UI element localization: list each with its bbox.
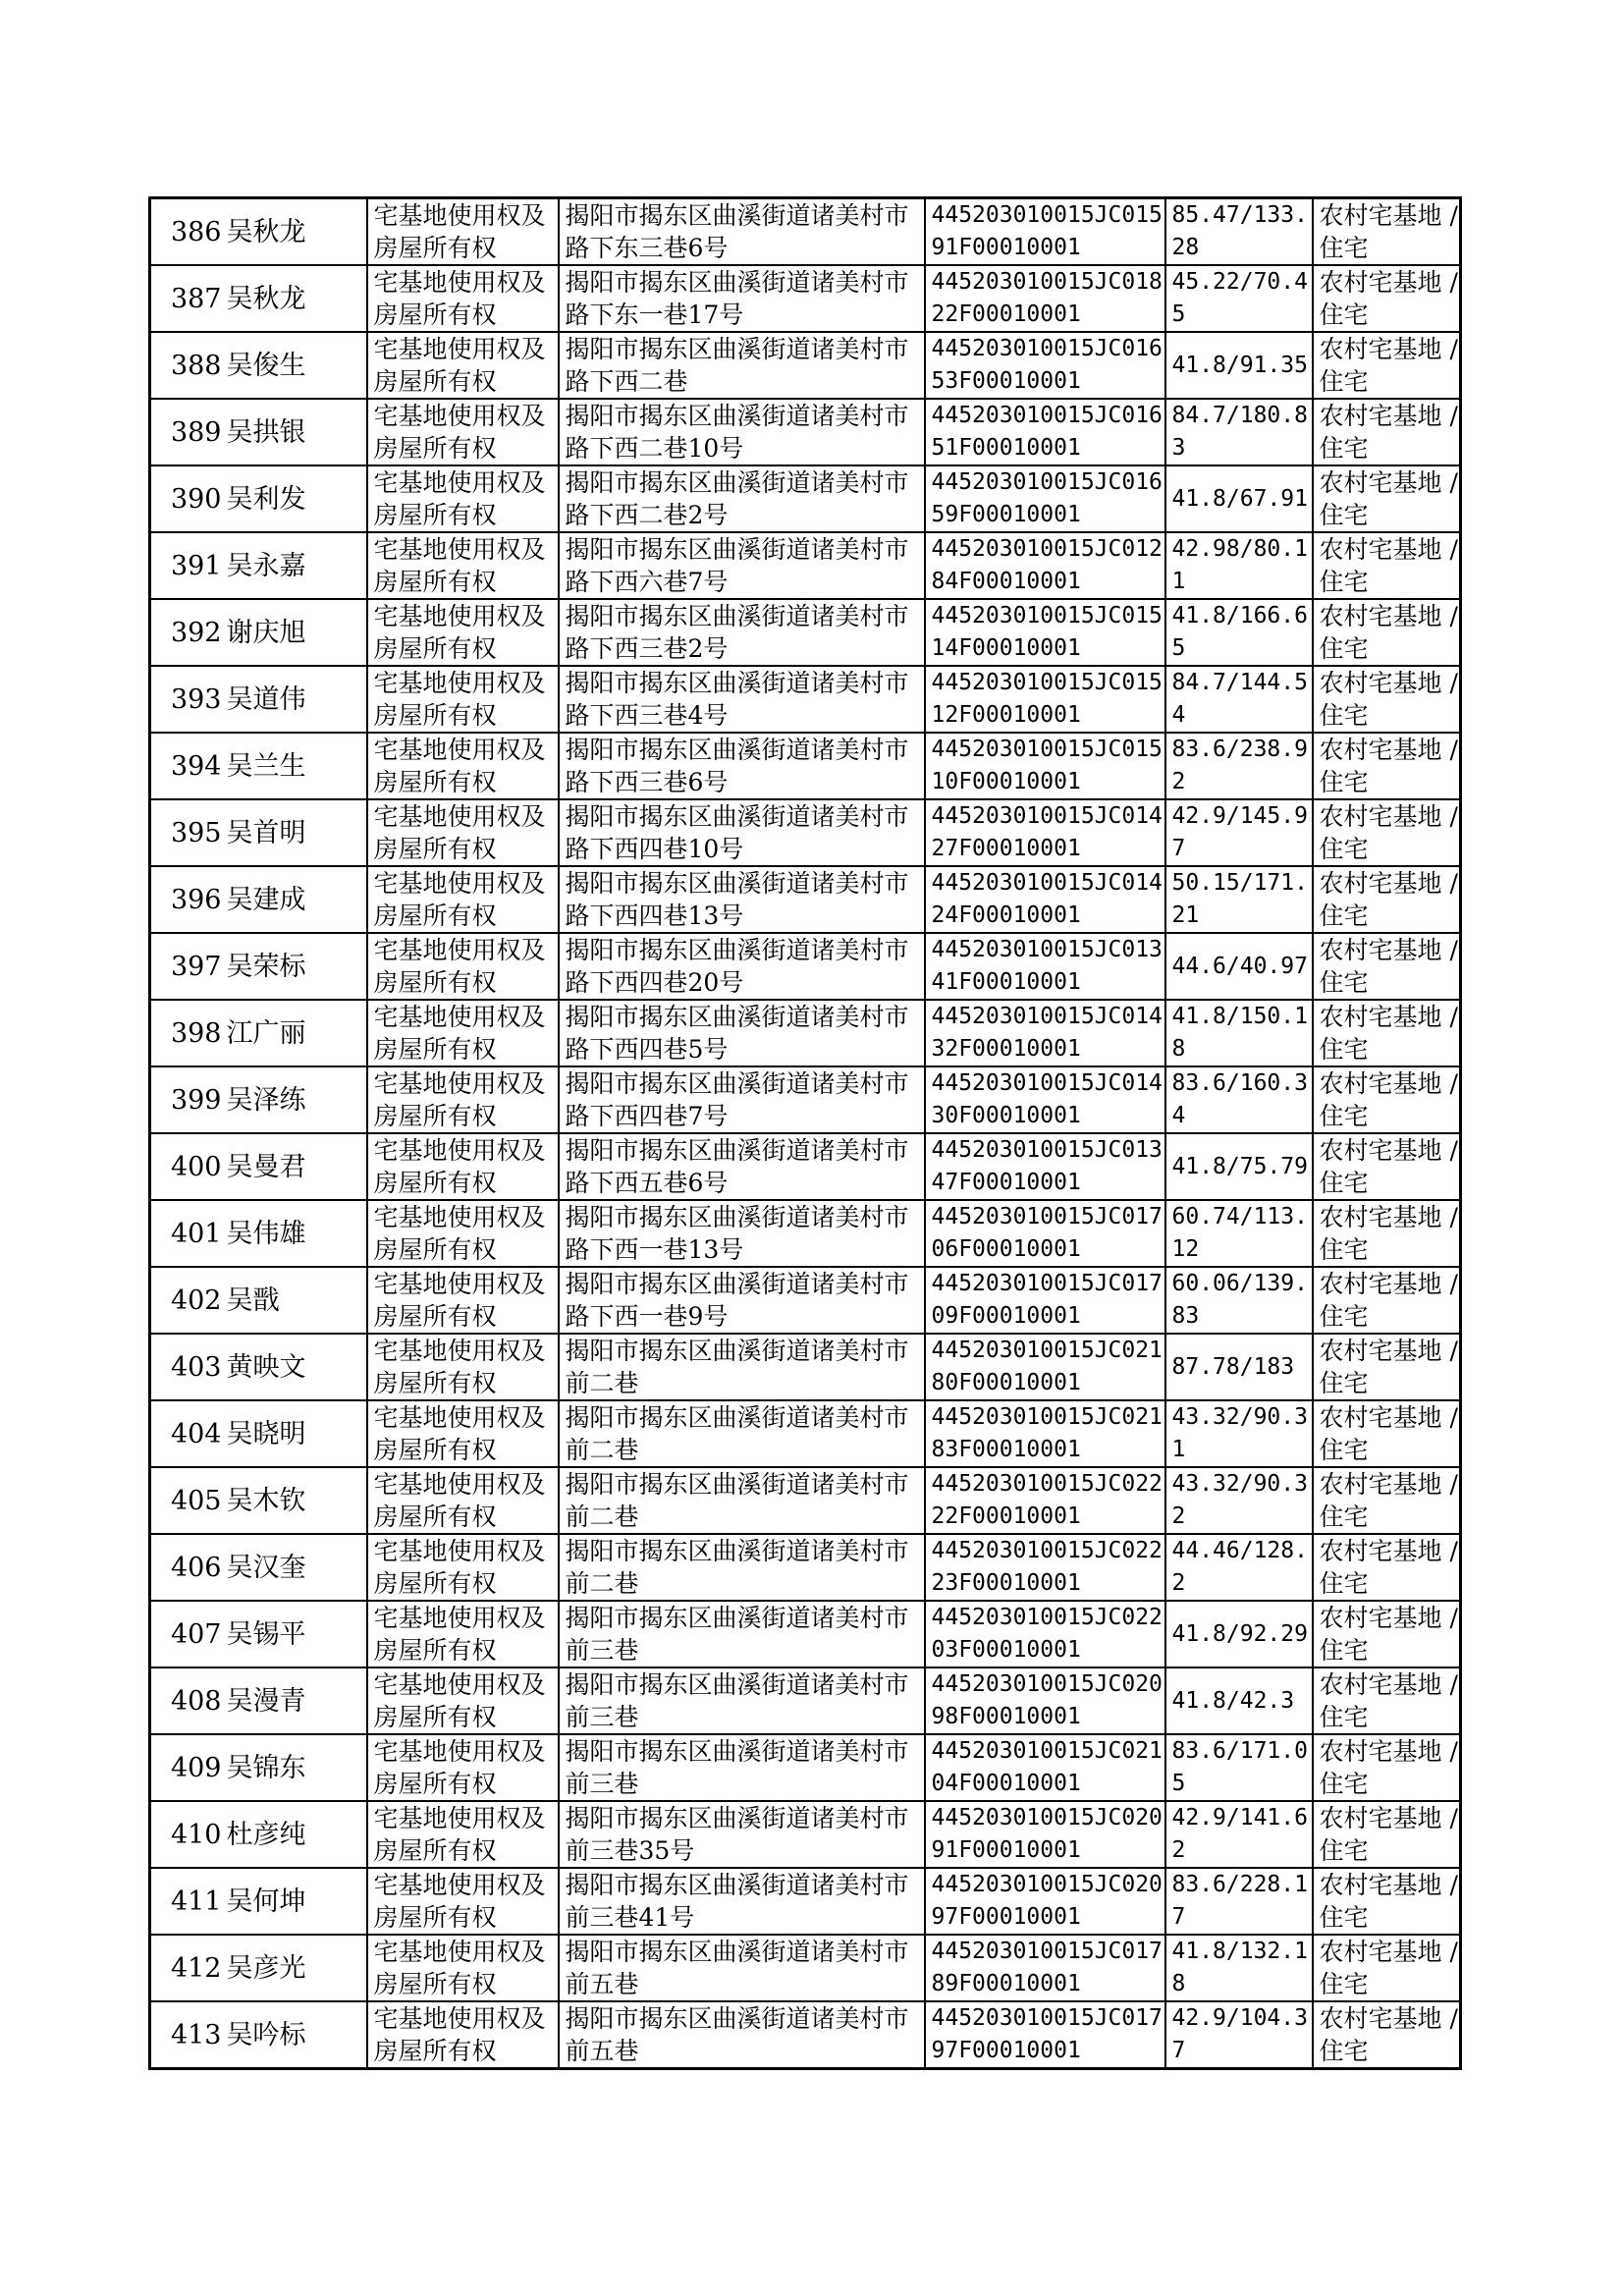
table-row (150, 465, 1461, 532)
land-use-cell: 农村宅基地 / 住宅 (1313, 265, 1461, 332)
owner-name-cell: 吴永嘉 (225, 532, 367, 599)
table-row (150, 866, 1461, 933)
owner-name-cell: 吴晓明 (225, 1400, 367, 1467)
land-use-cell: 农村宅基地 / 住宅 (1313, 799, 1461, 866)
location-cell: 揭阳市揭东区曲溪街道诸美村市前五巷 (559, 2001, 925, 2069)
area-cell: 42.9/145.97 (1165, 799, 1313, 866)
row-number-cell: 386 (150, 198, 225, 266)
land-use-cell: 农村宅基地 / 住宅 (1313, 2001, 1461, 2069)
right-type-cell: 宅基地使用权及房屋所有权 (367, 799, 559, 866)
table-row (150, 1734, 1461, 1801)
area-cell: 41.8/75.79 (1165, 1133, 1313, 1200)
owner-name-cell: 江广丽 (225, 1000, 367, 1066)
row-number-cell: 397 (150, 933, 225, 1000)
row-number-cell: 413 (150, 2001, 225, 2069)
row-number-cell: 392 (150, 599, 225, 666)
certificate-number-cell: 445203010015JC01424F00010001 (925, 866, 1165, 933)
owner-name-cell: 吴伟雄 (225, 1200, 367, 1267)
owner-name-cell: 吴俊生 (225, 332, 367, 399)
location-cell: 揭阳市揭东区曲溪街道诸美村市前二巷 (559, 1534, 925, 1601)
land-use-cell: 农村宅基地 / 住宅 (1313, 1667, 1461, 1734)
owner-name-cell: 吴兰生 (225, 733, 367, 799)
location-cell: 揭阳市揭东区曲溪街道诸美村市路下西四巷5号 (559, 1000, 925, 1066)
owner-name-cell: 吴拱银 (225, 399, 367, 465)
row-number-cell: 411 (150, 1868, 225, 1935)
right-type-cell: 宅基地使用权及房屋所有权 (367, 866, 559, 933)
row-number-cell: 406 (150, 1534, 225, 1601)
area-cell: 60.06/139.83 (1165, 1267, 1313, 1334)
land-use-cell: 农村宅基地 / 住宅 (1313, 666, 1461, 733)
area-cell: 42.98/80.11 (1165, 532, 1313, 599)
location-cell: 揭阳市揭东区曲溪街道诸美村市路下西二巷2号 (559, 465, 925, 532)
location-cell: 揭阳市揭东区曲溪街道诸美村市路下西一巷9号 (559, 1267, 925, 1334)
row-number-cell: 408 (150, 1667, 225, 1734)
owner-name-cell: 吴秋龙 (225, 198, 367, 266)
right-type-cell: 宅基地使用权及房屋所有权 (367, 1000, 559, 1066)
area-cell: 84.7/180.83 (1165, 399, 1313, 465)
table-body (150, 198, 1461, 2069)
right-type-cell: 宅基地使用权及房屋所有权 (367, 599, 559, 666)
area-cell: 45.22/70.45 (1165, 265, 1313, 332)
certificate-number-cell: 445203010015JC01347F00010001 (925, 1133, 1165, 1200)
right-type-cell: 宅基地使用权及房屋所有权 (367, 1868, 559, 1935)
location-cell: 揭阳市揭东区曲溪街道诸美村市路下西六巷7号 (559, 532, 925, 599)
certificate-number-cell: 445203010015JC02097F00010001 (925, 1868, 1165, 1935)
land-use-cell: 农村宅基地 / 住宅 (1313, 933, 1461, 1000)
certificate-number-cell: 445203010015JC01709F00010001 (925, 1267, 1165, 1334)
land-use-cell: 农村宅基地 / 住宅 (1313, 1467, 1461, 1534)
right-type-cell: 宅基地使用权及房屋所有权 (367, 666, 559, 733)
right-type-cell: 宅基地使用权及房屋所有权 (367, 532, 559, 599)
row-number-cell: 393 (150, 666, 225, 733)
certificate-number-cell: 445203010015JC01284F00010001 (925, 532, 1165, 599)
row-number-cell: 412 (150, 1935, 225, 2001)
land-use-cell: 农村宅基地 / 住宅 (1313, 1734, 1461, 1801)
land-use-cell: 农村宅基地 / 住宅 (1313, 1868, 1461, 1935)
table-row (150, 1000, 1461, 1066)
row-number-cell: 405 (150, 1467, 225, 1534)
land-use-cell: 农村宅基地 / 住宅 (1313, 1400, 1461, 1467)
table-row (150, 1400, 1461, 1467)
right-type-cell: 宅基地使用权及房屋所有权 (367, 399, 559, 465)
right-type-cell: 宅基地使用权及房屋所有权 (367, 1133, 559, 1200)
certificate-number-cell: 445203010015JC01822F00010001 (925, 265, 1165, 332)
owner-name-cell: 杜彦纯 (225, 1801, 367, 1868)
area-cell: 83.6/160.34 (1165, 1066, 1313, 1133)
location-cell: 揭阳市揭东区曲溪街道诸美村市前三巷 (559, 1734, 925, 1801)
owner-name-cell: 吴秋龙 (225, 265, 367, 332)
certificate-number-cell: 445203010015JC01430F00010001 (925, 1066, 1165, 1133)
row-number-cell: 410 (150, 1801, 225, 1868)
land-use-cell: 农村宅基地 / 住宅 (1313, 1200, 1461, 1267)
location-cell: 揭阳市揭东区曲溪街道诸美村市路下西四巷7号 (559, 1066, 925, 1133)
right-type-cell: 宅基地使用权及房屋所有权 (367, 2001, 559, 2069)
area-cell: 85.47/133.28 (1165, 198, 1313, 266)
land-use-cell: 农村宅基地 / 住宅 (1313, 465, 1461, 532)
location-cell: 揭阳市揭东区曲溪街道诸美村市路下东三巷6号 (559, 198, 925, 266)
right-type-cell: 宅基地使用权及房屋所有权 (367, 1667, 559, 1734)
table-row (150, 1868, 1461, 1935)
owner-name-cell: 吴何坤 (225, 1868, 367, 1935)
row-number-cell: 401 (150, 1200, 225, 1267)
owner-name-cell: 吴建成 (225, 866, 367, 933)
right-type-cell: 宅基地使用权及房屋所有权 (367, 198, 559, 266)
row-number-cell: 390 (150, 465, 225, 532)
area-cell: 43.32/90.32 (1165, 1467, 1313, 1534)
certificate-number-cell: 445203010015JC01510F00010001 (925, 733, 1165, 799)
area-cell: 41.8/166.65 (1165, 599, 1313, 666)
location-cell: 揭阳市揭东区曲溪街道诸美村市前二巷 (559, 1334, 925, 1400)
row-number-cell: 400 (150, 1133, 225, 1200)
right-type-cell: 宅基地使用权及房屋所有权 (367, 1534, 559, 1601)
owner-name-cell: 吴道伟 (225, 666, 367, 733)
area-cell: 44.46/128.2 (1165, 1534, 1313, 1601)
table-row (150, 799, 1461, 866)
certificate-number-cell: 445203010015JC01512F00010001 (925, 666, 1165, 733)
area-cell: 41.8/67.91 (1165, 465, 1313, 532)
table-row (150, 1133, 1461, 1200)
table-row (150, 1200, 1461, 1267)
right-type-cell: 宅基地使用权及房屋所有权 (367, 265, 559, 332)
right-type-cell: 宅基地使用权及房屋所有权 (367, 1066, 559, 1133)
certificate-number-cell: 445203010015JC01341F00010001 (925, 933, 1165, 1000)
area-cell: 41.8/150.18 (1165, 1000, 1313, 1066)
owner-name-cell: 吴曼君 (225, 1133, 367, 1200)
location-cell: 揭阳市揭东区曲溪街道诸美村市前三巷35号 (559, 1801, 925, 1868)
land-use-cell: 农村宅基地 / 住宅 (1313, 599, 1461, 666)
area-cell: 83.6/238.92 (1165, 733, 1313, 799)
location-cell: 揭阳市揭东区曲溪街道诸美村市路下西五巷6号 (559, 1133, 925, 1200)
owner-name-cell: 吴木钦 (225, 1467, 367, 1534)
certificate-number-cell: 445203010015JC02104F00010001 (925, 1734, 1165, 1801)
land-use-cell: 农村宅基地 / 住宅 (1313, 1133, 1461, 1200)
area-cell: 50.15/171.21 (1165, 866, 1313, 933)
right-type-cell: 宅基地使用权及房屋所有权 (367, 1400, 559, 1467)
certificate-number-cell: 445203010015JC01797F00010001 (925, 2001, 1165, 2069)
table-row (150, 1935, 1461, 2001)
row-number-cell: 395 (150, 799, 225, 866)
owner-name-cell: 吴利发 (225, 465, 367, 532)
certificate-number-cell: 445203010015JC02098F00010001 (925, 1667, 1165, 1734)
row-number-cell: 407 (150, 1601, 225, 1667)
owner-name-cell: 吴彦光 (225, 1935, 367, 2001)
area-cell: 42.9/104.37 (1165, 2001, 1313, 2069)
certificate-number-cell: 445203010015JC02091F00010001 (925, 1801, 1165, 1868)
certificate-number-cell: 445203010015JC01789F00010001 (925, 1935, 1165, 2001)
land-use-cell: 农村宅基地 / 住宅 (1313, 198, 1461, 266)
table-row (150, 1467, 1461, 1534)
table-row (150, 1066, 1461, 1133)
location-cell: 揭阳市揭东区曲溪街道诸美村市路下西一巷13号 (559, 1200, 925, 1267)
land-use-cell: 农村宅基地 / 住宅 (1313, 332, 1461, 399)
area-cell: 41.8/132.18 (1165, 1935, 1313, 2001)
right-type-cell: 宅基地使用权及房屋所有权 (367, 1601, 559, 1667)
owner-name-cell: 吴荣标 (225, 933, 367, 1000)
owner-name-cell: 黄映文 (225, 1334, 367, 1400)
location-cell: 揭阳市揭东区曲溪街道诸美村市前二巷 (559, 1467, 925, 1534)
location-cell: 揭阳市揭东区曲溪街道诸美村市路下西三巷6号 (559, 733, 925, 799)
certificate-number-cell: 445203010015JC02223F00010001 (925, 1534, 1165, 1601)
location-cell: 揭阳市揭东区曲溪街道诸美村市路下西四巷20号 (559, 933, 925, 1000)
owner-name-cell: 吴首明 (225, 799, 367, 866)
location-cell: 揭阳市揭东区曲溪街道诸美村市前二巷 (559, 1400, 925, 1467)
right-type-cell: 宅基地使用权及房屋所有权 (367, 733, 559, 799)
certificate-number-cell: 445203010015JC02203F00010001 (925, 1601, 1165, 1667)
land-use-cell: 农村宅基地 / 住宅 (1313, 532, 1461, 599)
table-row (150, 332, 1461, 399)
certificate-number-cell: 445203010015JC01514F00010001 (925, 599, 1165, 666)
certificate-number-cell: 445203010015JC01706F00010001 (925, 1200, 1165, 1267)
area-cell: 60.74/113.12 (1165, 1200, 1313, 1267)
table-row (150, 1334, 1461, 1400)
right-type-cell: 宅基地使用权及房屋所有权 (367, 1935, 559, 2001)
right-type-cell: 宅基地使用权及房屋所有权 (367, 465, 559, 532)
area-cell: 87.78/183 (1165, 1334, 1313, 1400)
land-use-cell: 农村宅基地 / 住宅 (1313, 866, 1461, 933)
table-row (150, 1267, 1461, 1334)
table-row (150, 1667, 1461, 1734)
area-cell: 41.8/42.3 (1165, 1667, 1313, 1734)
area-cell: 43.32/90.31 (1165, 1400, 1313, 1467)
certificate-number-cell: 445203010015JC01432F00010001 (925, 1000, 1165, 1066)
owner-name-cell: 吴泽练 (225, 1066, 367, 1133)
land-use-cell: 农村宅基地 / 住宅 (1313, 1601, 1461, 1667)
table-row (150, 399, 1461, 465)
area-cell: 84.7/144.54 (1165, 666, 1313, 733)
land-use-cell: 农村宅基地 / 住宅 (1313, 1066, 1461, 1133)
certificate-number-cell: 445203010015JC01659F00010001 (925, 465, 1165, 532)
area-cell: 83.6/171.05 (1165, 1734, 1313, 1801)
location-cell: 揭阳市揭东区曲溪街道诸美村市路下西三巷2号 (559, 599, 925, 666)
certificate-number-cell: 445203010015JC01653F00010001 (925, 332, 1165, 399)
right-type-cell: 宅基地使用权及房屋所有权 (367, 332, 559, 399)
land-use-cell: 农村宅基地 / 住宅 (1313, 1000, 1461, 1066)
row-number-cell: 403 (150, 1334, 225, 1400)
location-cell: 揭阳市揭东区曲溪街道诸美村市前三巷 (559, 1601, 925, 1667)
row-number-cell: 399 (150, 1066, 225, 1133)
owner-name-cell: 吴吟标 (225, 2001, 367, 2069)
table-row (150, 599, 1461, 666)
land-use-cell: 农村宅基地 / 住宅 (1313, 1801, 1461, 1868)
right-type-cell: 宅基地使用权及房屋所有权 (367, 1334, 559, 1400)
area-cell: 41.8/91.35 (1165, 332, 1313, 399)
table-row (150, 265, 1461, 332)
row-number-cell: 389 (150, 399, 225, 465)
owner-name-cell: 吴锦东 (225, 1734, 367, 1801)
table-row (150, 1801, 1461, 1868)
certificate-number-cell: 445203010015JC02180F00010001 (925, 1334, 1165, 1400)
location-cell: 揭阳市揭东区曲溪街道诸美村市前五巷 (559, 1935, 925, 2001)
table-row (150, 1601, 1461, 1667)
row-number-cell: 388 (150, 332, 225, 399)
certificate-number-cell: 445203010015JC02222F00010001 (925, 1467, 1165, 1534)
owner-name-cell: 谢庆旭 (225, 599, 367, 666)
location-cell: 揭阳市揭东区曲溪街道诸美村市前三巷 (559, 1667, 925, 1734)
certificate-number-cell: 445203010015JC01591F00010001 (925, 198, 1165, 266)
location-cell: 揭阳市揭东区曲溪街道诸美村市路下西二巷10号 (559, 399, 925, 465)
row-number-cell: 387 (150, 265, 225, 332)
row-number-cell: 398 (150, 1000, 225, 1066)
location-cell: 揭阳市揭东区曲溪街道诸美村市路下西四巷13号 (559, 866, 925, 933)
right-type-cell: 宅基地使用权及房屋所有权 (367, 1467, 559, 1534)
owner-name-cell: 吴戬 (225, 1267, 367, 1334)
location-cell: 揭阳市揭东区曲溪街道诸美村市路下东一巷17号 (559, 265, 925, 332)
table-row (150, 1534, 1461, 1601)
table-row (150, 532, 1461, 599)
right-type-cell: 宅基地使用权及房屋所有权 (367, 1200, 559, 1267)
location-cell: 揭阳市揭东区曲溪街道诸美村市前三巷41号 (559, 1868, 925, 1935)
area-cell: 41.8/92.29 (1165, 1601, 1313, 1667)
right-type-cell: 宅基地使用权及房屋所有权 (367, 1801, 559, 1868)
row-number-cell: 409 (150, 1734, 225, 1801)
certificate-number-cell: 445203010015JC02183F00010001 (925, 1400, 1165, 1467)
certificate-number-cell: 445203010015JC01651F00010001 (925, 399, 1165, 465)
row-number-cell: 396 (150, 866, 225, 933)
location-cell: 揭阳市揭东区曲溪街道诸美村市路下西四巷10号 (559, 799, 925, 866)
owner-name-cell: 吴漫青 (225, 1667, 367, 1734)
land-use-cell: 农村宅基地 / 住宅 (1313, 399, 1461, 465)
right-type-cell: 宅基地使用权及房屋所有权 (367, 1734, 559, 1801)
certificate-number-cell: 445203010015JC01427F00010001 (925, 799, 1165, 866)
right-type-cell: 宅基地使用权及房屋所有权 (367, 1267, 559, 1334)
table-row (150, 666, 1461, 733)
right-type-cell: 宅基地使用权及房屋所有权 (367, 933, 559, 1000)
area-cell: 83.6/228.17 (1165, 1868, 1313, 1935)
owner-name-cell: 吴锡平 (225, 1601, 367, 1667)
registry-table (148, 196, 1462, 2070)
row-number-cell: 402 (150, 1267, 225, 1334)
table-row (150, 933, 1461, 1000)
row-number-cell: 391 (150, 532, 225, 599)
location-cell: 揭阳市揭东区曲溪街道诸美村市路下西二巷 (559, 332, 925, 399)
land-use-cell: 农村宅基地 / 住宅 (1313, 733, 1461, 799)
land-use-cell: 农村宅基地 / 住宅 (1313, 1534, 1461, 1601)
area-cell: 44.6/40.97 (1165, 933, 1313, 1000)
row-number-cell: 404 (150, 1400, 225, 1467)
land-use-cell: 农村宅基地 / 住宅 (1313, 1267, 1461, 1334)
location-cell: 揭阳市揭东区曲溪街道诸美村市路下西三巷4号 (559, 666, 925, 733)
land-use-cell: 农村宅基地 / 住宅 (1313, 1935, 1461, 2001)
table-row (150, 733, 1461, 799)
table-row (150, 2001, 1461, 2069)
area-cell: 42.9/141.62 (1165, 1801, 1313, 1868)
table-row (150, 198, 1461, 266)
land-use-cell: 农村宅基地 / 住宅 (1313, 1334, 1461, 1400)
row-number-cell: 394 (150, 733, 225, 799)
owner-name-cell: 吴汉奎 (225, 1534, 367, 1601)
